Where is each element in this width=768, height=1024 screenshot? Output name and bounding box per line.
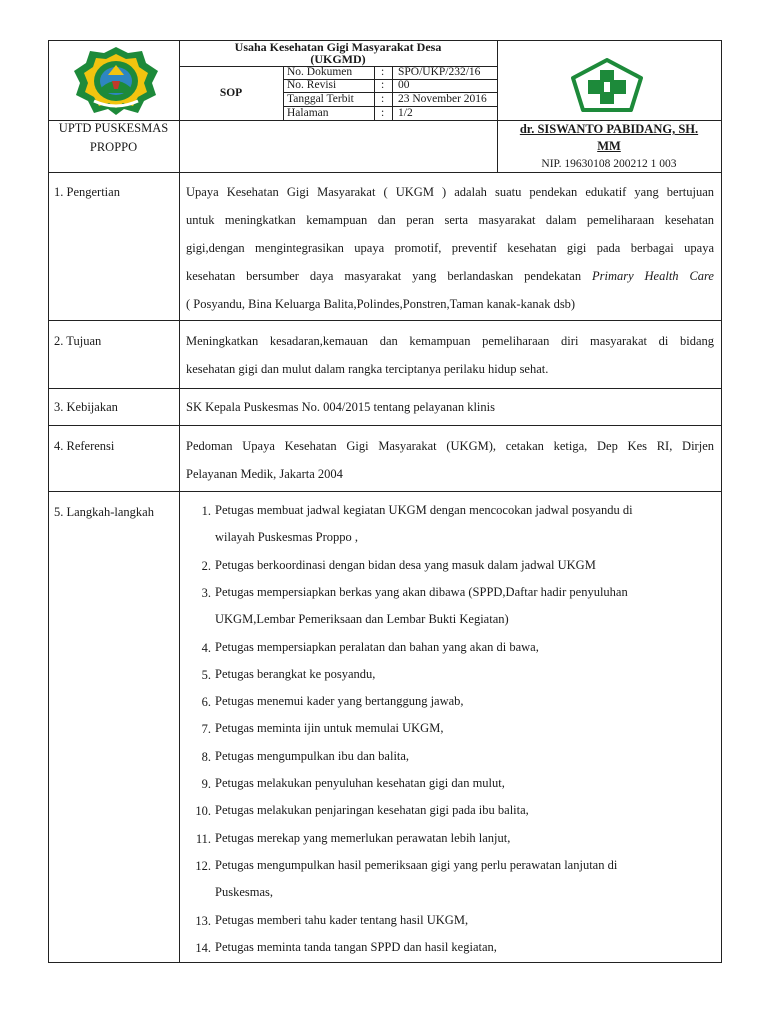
step-text-line: Petugas melakukan penyuluhan kesehatan gigi dan mulut, [215, 776, 505, 790]
document-title-line2: (UKGMD) [310, 52, 366, 66]
step-number: 4. [201, 640, 211, 655]
step-item [187, 688, 707, 715]
step-text-line: Petugas berangkat ke posyandu, [215, 666, 376, 681]
section-label-langkah: 5. Langkah-langkah [54, 505, 154, 519]
pengertian-line [186, 262, 714, 290]
step-item [187, 497, 707, 552]
step-text [215, 743, 707, 770]
step-number: 6. [201, 695, 211, 710]
sop-label: SOP [219, 87, 243, 99]
section-body-pengertian [186, 178, 714, 318]
meta-value-page: 1/2 [398, 107, 413, 119]
step-text-line: Petugas menemui kader yang bertanggung jawab, [215, 694, 464, 709]
step-text-line: Petugas membuat jadwal kegiatan UKGM dengan mencocokan jadwal posyandu di [215, 503, 633, 517]
step-item [187, 934, 707, 961]
step-text-line: Petugas meminta tanda tangan SPPD dan hasil kegiatan, [215, 939, 497, 954]
step-text [215, 797, 707, 824]
meta-sep: : [381, 93, 385, 105]
puskesmas-logo [571, 58, 643, 112]
step-number: 14. [195, 940, 211, 955]
step-item [187, 907, 707, 934]
referensi-line: Pedoman Upaya Kesehatan Gigi Masyarakat (UKGM), cetakan ketiga, Dep Kes RI, Dirjen [186, 439, 714, 453]
organization-name-line1: UPTD PUSKESMAS [58, 121, 169, 135]
step-text [215, 934, 707, 961]
step-item [187, 552, 707, 579]
section-label-tujuan: 2. Tujuan [54, 334, 102, 348]
step-text-line: wilayah Puskesmas Proppo , [215, 530, 359, 545]
health-cross-icon [571, 58, 643, 112]
step-text [215, 852, 707, 907]
step-number: 8. [201, 749, 211, 764]
step-text [215, 907, 707, 934]
referensi-line: Pelayanan Medik, Jakarta 2004 [186, 467, 343, 481]
kebijakan-text: SK Kepala Puskesmas No. 004/2015 tentang pelayanan klinis [186, 400, 495, 414]
meta-label-revision: No. Revisi [287, 79, 337, 91]
organization-name-line2: PROPPO [89, 140, 138, 154]
meta-sep-divider-b [392, 66, 393, 120]
step-text-line: Petugas melakukan penjaringan kesehatan gigi pada ibu balita, [215, 803, 529, 818]
step-text [215, 634, 707, 661]
section-line-3 [48, 425, 722, 426]
meta-label-divider [283, 66, 284, 120]
meta-sep: : [381, 66, 385, 78]
step-number: 10. [195, 804, 211, 819]
meta-label-issue-date: Tanggal Terbit [287, 93, 354, 105]
step-text [215, 825, 707, 852]
frame-left-border [48, 40, 49, 963]
frame-right-border [721, 40, 722, 963]
step-number: 2. [201, 558, 211, 573]
section-line-header [48, 172, 722, 173]
regional-logo [72, 45, 160, 115]
step-item [187, 634, 707, 661]
step-number: 3. [201, 585, 211, 600]
step-text-line: Petugas memberi tahu kader tentang hasil UKGM, [215, 912, 469, 927]
step-text [215, 661, 707, 688]
step-item [187, 579, 707, 634]
pengertian-line: gigi,dengan mengintegrasikan upaya promotif, preventif kesehatan gigi pada berbagai upaya [186, 241, 714, 255]
pengertian-line: ( Posyandu, Bina Keluarga Balita,Polindes,Ponstren,Taman kanak-kanak dsb) [186, 297, 576, 311]
pengertian-line-text: kesehatan bersumber daya masyarakat yang berlandaskan pendekatan [186, 269, 592, 283]
step-text-line: Petugas berkoordinasi dengan bidan desa yang masuk dalam jadwal UKGM [215, 557, 596, 572]
step-text-line: UKGM,Lembar Pemeriksaan dan Lembar Bukti Kegiatan) [215, 612, 509, 627]
step-text [215, 552, 707, 579]
tujuan-line: Meningkatkan kesadaran,kemauan dan kemampuan pemeliharaan diri masyarakat di bidang [186, 334, 714, 348]
pengertian-line: Upaya Kesehatan Gigi Masyarakat ( UKGM ) adalah suatu pendekan edukatif yang bertujuan [186, 185, 714, 199]
section-body-referensi [186, 432, 714, 488]
signer-name-line1: dr. SISWANTO PABIDANG, SH. [519, 122, 699, 136]
meta-value-issue-date: 23 November 2016 [398, 93, 487, 105]
meta-label-page: Halaman [287, 107, 329, 119]
primary-health-care-term: Primary Health Care [591, 269, 714, 283]
step-item [187, 770, 707, 797]
meta-label-document-number: No. Dokumen [287, 66, 353, 78]
section-line-1 [48, 320, 722, 321]
section-body-tujuan [186, 327, 714, 383]
signer-name-line2: MM [597, 139, 621, 153]
section-label-referensi: 4. Referensi [54, 439, 115, 453]
step-text-line: Petugas mempersiapkan peralatan dan bahan yang akan di bawa, [215, 639, 539, 654]
section-label-kebijakan: 3. Kebijakan [54, 400, 118, 414]
step-text [215, 688, 707, 715]
meta-value-revision: 00 [398, 79, 410, 91]
meta-value-document-number: SPO/UKP/232/16 [398, 66, 481, 78]
step-text [215, 579, 707, 634]
regional-crest-icon [72, 45, 160, 115]
section-line-2 [48, 388, 722, 389]
step-text-line: Petugas mengumpulkan ibu dan balita, [215, 748, 410, 763]
pengertian-line: untuk meningkatkan kemampuan dan peran serta masyarakat dalam pemeliharaan kesehatan [186, 213, 714, 227]
step-item [187, 661, 707, 688]
tujuan-line: kesehatan gigi dan mulut dalam rangka terciptanya perilaku hidup sehat. [186, 362, 549, 376]
step-number: 9. [201, 777, 211, 791]
step-number: 12. [195, 858, 211, 873]
step-text-line: Petugas mengumpulkan hasil pemeriksaan gigi yang perlu perawatan lanjutan di [215, 857, 618, 872]
document-title-line1: Usaha Kesehatan Gigi Masyarakat Desa [234, 40, 442, 54]
step-text-line: Petugas merekap yang memerlukan perawatan lebih lanjut, [215, 830, 511, 845]
step-text [215, 715, 707, 742]
section-label-pengertian: 1. Pengertian [54, 185, 120, 199]
step-text [215, 770, 707, 797]
signer-nip: NIP. 19630108 200212 1 003 [541, 158, 677, 170]
step-text-line: Petugas mempersiapkan berkas yang akan dibawa (SPPD,Daftar hadir penyuluhan [215, 584, 628, 599]
step-item [187, 825, 707, 852]
frame-bottom-border [48, 962, 722, 963]
step-number: 5. [201, 667, 211, 682]
step-number: 13. [195, 913, 211, 928]
meta-sep: : [381, 79, 385, 91]
step-number: 11. [195, 831, 211, 846]
step-item [187, 797, 707, 824]
body-column-divider [179, 172, 180, 962]
step-item [187, 852, 707, 907]
section-line-4 [48, 491, 722, 492]
meta-sep: : [381, 107, 385, 119]
meta-sep-divider-a [374, 66, 375, 120]
step-text-line: Puskesmas, [215, 885, 273, 900]
step-text-line: Petugas meminta ijin untuk memulai UKGM, [215, 721, 444, 736]
step-text [215, 497, 707, 552]
step-item [187, 715, 707, 742]
step-item [187, 743, 707, 770]
step-number: 1. [201, 504, 211, 518]
step-number: 7. [201, 722, 211, 737]
